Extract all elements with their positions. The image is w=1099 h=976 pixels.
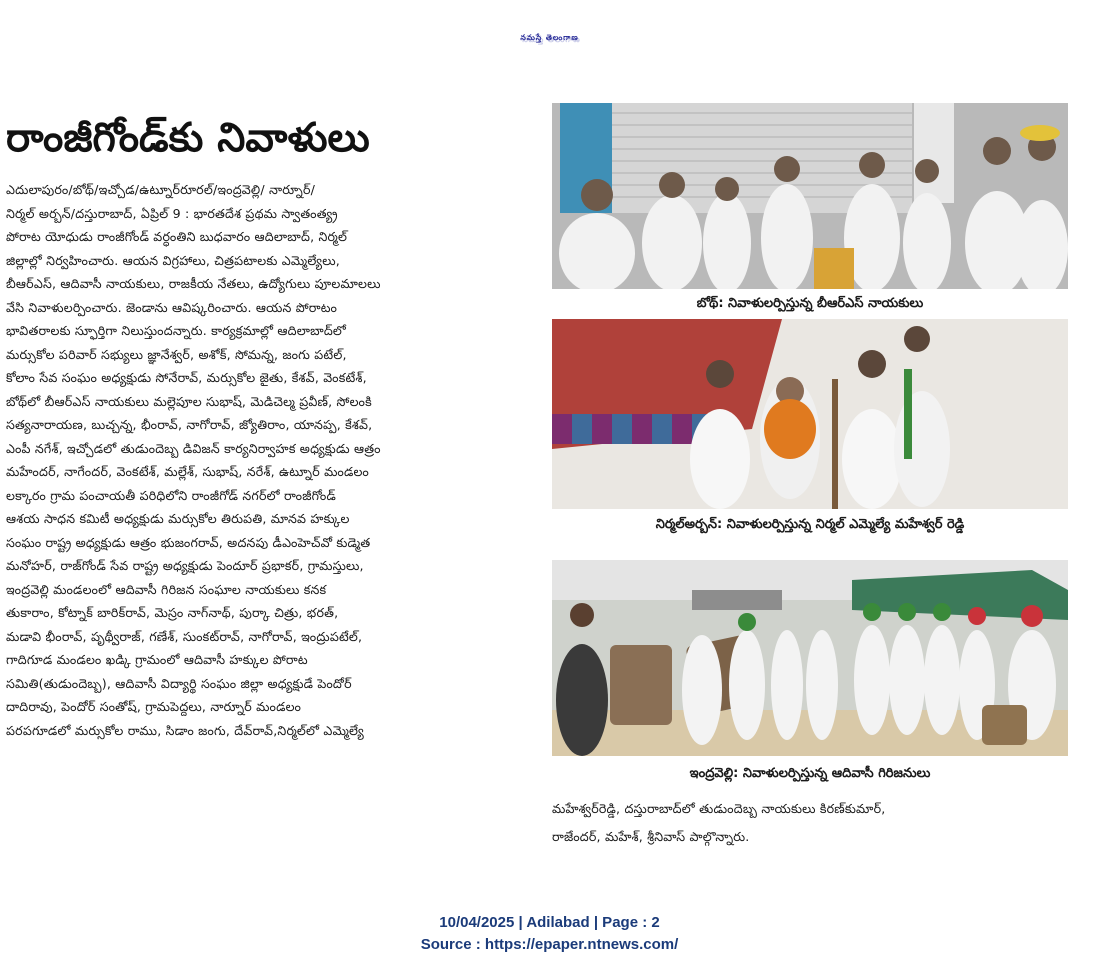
article-line: మహేందర్, నాగేందర్, వెంకటేశ్, మల్లేశ్, సుభాష్, నరేశ్, ఉట్నూర్ మండలం bbox=[6, 464, 370, 479]
photo-caption-nirmal-urban: నిర్మల్‌అర్బన్: నివాళులర్పిస్తున్న నిర్మల్ ఎమ్మెల్యే మహేశ్వర్ రెడ్డి bbox=[655, 517, 965, 532]
article-line: సమితి(తుడుందెబ్బ), ఆదివాసీ విద్యార్థి సంఘం జిల్లా అధ్యక్షుడే పెందోర్ bbox=[6, 675, 352, 691]
article-line: నిర్మల్ అర్బన్/దస్తురాబాద్, ఏప్రిల్ 9 : భారతదేశ ప్రథమ స్వాతంత్య్ర bbox=[6, 205, 338, 221]
newspaper-logo: నమస్తే తెలంగాణ bbox=[520, 33, 579, 42]
photo-bodh bbox=[552, 103, 1068, 289]
article-line: బోథ్‌లో బీఆర్‌ఎస్ నాయకులు మల్లెపూల సుభాష్, మెడిచెల్మ ప్రవీణ్, సోలంకి bbox=[6, 393, 372, 409]
article-body bbox=[6, 178, 524, 742]
article-line: మనోహర్, రాజ్‌గోండ్ సేవ రాష్ట్ర అధ్యక్షుడు పెందూర్ ప్రభాకర్, గ్రామస్తులు, bbox=[6, 558, 364, 573]
article-line: జిల్లాల్లో నిర్వహించారు. ఆయన విగ్రహాలు, చిత్రపటాలకు ఎమ్మెల్యేలు, bbox=[6, 252, 340, 268]
masthead bbox=[0, 0, 1099, 80]
article-line: మర్సుకోల పరివార్ సభ్యులు జ్ఞానేశ్వర్, అశోక్, సోమన్న, జంగు పటేల్, bbox=[6, 346, 347, 362]
article-line: వేసి నివాళులర్పించారు. జెండాను ఆవిష్కరించారు. ఆయన పోరాటం bbox=[6, 299, 338, 315]
article-line: ఆశయ సాధన కమిటీ అధ్యక్షుడు మర్సుకోల తిరుపతి, మానవ హక్కుల bbox=[6, 511, 350, 526]
article-headline: రాంజీగోండ్‌కు నివాళులు bbox=[6, 115, 370, 161]
article-line: లక్కారం గ్రామ పంచాయతీ పరిధిలోని రాంజీగోడ్ నగర్‌లో రాంజీగోండ్ bbox=[6, 487, 336, 503]
article-line: గాదిగూడ మండలం ఖడ్కి గ్రామంలో ఆదివాసీ హక్కుల పోరాట bbox=[6, 652, 308, 667]
photo-caption-indravelli: ఇంద్రవెల్లి: నివాళులర్పిస్తున్న ఆదివాసీ గిరిజనులు bbox=[689, 766, 931, 781]
article-line: రాజేందర్, మహేశ్, శ్రీనివాస్ పాల్గొన్నారు. bbox=[552, 829, 750, 844]
article-line: పరపగూడలో మర్సుకోల రాము, సిడాం జంగు, దేవ్‌రావ్,నిర్మల్‌లో ఎమ్మెల్యే bbox=[6, 722, 364, 738]
source-link[interactable]: Source : https://epaper.ntnews.com/ bbox=[420, 936, 679, 953]
article-line: ఇంద్రవెల్లి మండలంలో ఆదివాసీ గిరిజన సంఘాల నాయకులు కనక bbox=[6, 581, 327, 597]
article-continuation bbox=[552, 795, 1068, 851]
article-line: బీఆర్‌ఎస్, ఆదివాసీ నాయకులు, రాజకీయ నేతలు, ఉద్యోగులు పూలమాలలు bbox=[6, 276, 381, 291]
photo-indravelli bbox=[552, 560, 1068, 756]
article-line: ఎంపీ నగేశ్, ఇచ్చోడలో తుడుందెబ్బ డివిజన్ కార్యనిర్వాహక అధ్యక్షుడు ఆత్రం bbox=[6, 440, 381, 456]
article-line: తుకారాం, కోట్నాక్ బారిక్‌రావ్, మెస్రం నాగ్‌నాథ్, పుర్కా చిత్రు, భరత్, bbox=[6, 605, 339, 620]
edition-info: 10/04/2025 | Adilabad | Page : 2 bbox=[439, 914, 660, 931]
article-line: సత్యనారాయణ, బుచ్చన్న, భీంరావ్, నాగోరావ్, జ్యోతిరాం, యానప్ప, కేశవ్, bbox=[6, 417, 373, 432]
article-line: పోరాట యోధుడు రాంజీగోండ్ వర్ధంతిని బుధవారం ఆదిలాబాద్, నిర్మల్ bbox=[6, 229, 348, 244]
article-line: దాదిరావు, పెందోర్ సంతోష్, గ్రామపెద్దలు, నార్నూర్ మండలం bbox=[6, 699, 302, 714]
article-line: మహేశ్వర్‌రెడ్డి, దస్తురాబాద్‌లో తుడుందెబ్బ నాయకులు కిరణ్‌కుమార్, bbox=[552, 801, 886, 816]
article-line: సంఘం రాష్ట్ర అధ్యక్షుడు ఆత్రం భుజంగరావ్, అదనపు డీఎంహెచ్‌వో కుడ్మెత bbox=[6, 534, 371, 550]
article-line: భావితరాలకు స్ఫూర్తిగా నిలుస్తుందన్నారు. కార్యక్రమాల్లో ఆదిలాబాద్‌లో bbox=[6, 323, 347, 338]
article-line: కోలాం సేవ సంఘం అధ్యక్షుడు సోనేరావ్, మర్సుకోల జైతు, కేశవ్, వెంకటేశ్, bbox=[6, 370, 367, 385]
photo-nirmal-urban bbox=[552, 319, 1068, 509]
article-line: ఎదులాపురం/బోథ్/ఇచ్చోడ/ఉట్నూర్‌రూరల్/ఇంద్రవెల్లి/ నార్నూర్/ bbox=[6, 182, 316, 197]
photo-caption-bodh: బోథ్: నివాళులర్పిస్తున్న బీఆర్‌ఎస్ నాయకులు bbox=[696, 296, 924, 311]
article-line: మడావి భీంరావ్, పృథ్వీరాజ్, గణేశ్, సుంకట్‌రావ్, నాగోరావ్, ఇంద్రుపటేల్, bbox=[6, 628, 363, 644]
